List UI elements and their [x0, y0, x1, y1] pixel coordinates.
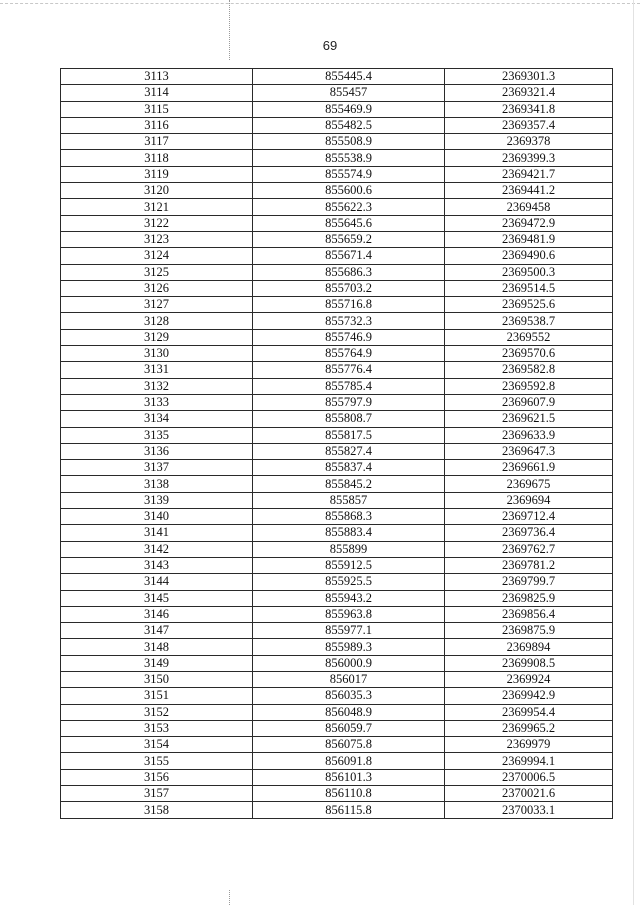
- point-number-cell: 3150: [61, 671, 253, 687]
- y-coordinate-cell: 2369500.3: [445, 264, 613, 280]
- table-row: [61, 476, 613, 492]
- crop-mark-bottom: [229, 890, 230, 905]
- x-coordinate-cell: 855671.4: [253, 248, 445, 264]
- x-coordinate-cell: 856000.9: [253, 655, 445, 671]
- point-number-cell: 3156: [61, 769, 253, 785]
- table-row: [61, 264, 613, 280]
- x-coordinate-cell: 855785.4: [253, 378, 445, 394]
- x-coordinate-cell: 855977.1: [253, 623, 445, 639]
- table-row: [61, 639, 613, 655]
- x-coordinate-cell: 855827.4: [253, 443, 445, 459]
- table-row: [61, 720, 613, 736]
- y-coordinate-cell: 2369301.3: [445, 69, 613, 85]
- x-coordinate-cell: 855963.8: [253, 606, 445, 622]
- y-coordinate-cell: 2369607.9: [445, 394, 613, 410]
- table-row: [61, 590, 613, 606]
- table-row: [61, 297, 613, 313]
- point-number-cell: 3146: [61, 606, 253, 622]
- table-row: [61, 541, 613, 557]
- point-number-cell: 3122: [61, 215, 253, 231]
- point-number-cell: 3125: [61, 264, 253, 280]
- y-coordinate-cell: 2369942.9: [445, 688, 613, 704]
- table-row: [61, 769, 613, 785]
- point-number-cell: 3143: [61, 557, 253, 573]
- coordinate-table-body: [61, 69, 613, 819]
- table-row: [61, 231, 613, 247]
- x-coordinate-cell: 855925.5: [253, 574, 445, 590]
- table-row: [61, 492, 613, 508]
- y-coordinate-cell: 2369762.7: [445, 541, 613, 557]
- point-number-cell: 3132: [61, 378, 253, 394]
- table-row: [61, 101, 613, 117]
- table-row: [61, 85, 613, 101]
- point-number-cell: 3139: [61, 492, 253, 508]
- y-coordinate-cell: 2369736.4: [445, 525, 613, 541]
- x-coordinate-cell: 855837.4: [253, 460, 445, 476]
- x-coordinate-cell: 855764.9: [253, 346, 445, 362]
- point-number-cell: 3126: [61, 280, 253, 296]
- x-coordinate-cell: 855808.7: [253, 411, 445, 427]
- x-coordinate-cell: 855746.9: [253, 329, 445, 345]
- y-coordinate-cell: 2369321.4: [445, 85, 613, 101]
- y-coordinate-cell: 2369441.2: [445, 183, 613, 199]
- y-coordinate-cell: 2369954.4: [445, 704, 613, 720]
- x-coordinate-cell: 855574.9: [253, 166, 445, 182]
- x-coordinate-cell: 855732.3: [253, 313, 445, 329]
- x-coordinate-cell: 855622.3: [253, 199, 445, 215]
- table-row: [61, 606, 613, 622]
- y-coordinate-cell: 2369582.8: [445, 362, 613, 378]
- x-coordinate-cell: 855857: [253, 492, 445, 508]
- point-number-cell: 3145: [61, 590, 253, 606]
- y-coordinate-cell: 2369894: [445, 639, 613, 655]
- point-number-cell: 3142: [61, 541, 253, 557]
- y-coordinate-cell: 2369799.7: [445, 574, 613, 590]
- point-number-cell: 3158: [61, 802, 253, 818]
- x-coordinate-cell: 855989.3: [253, 639, 445, 655]
- table-row: [61, 362, 613, 378]
- table-row: [61, 525, 613, 541]
- x-coordinate-cell: 855600.6: [253, 183, 445, 199]
- x-coordinate-cell: 855716.8: [253, 297, 445, 313]
- y-coordinate-cell: 2370006.5: [445, 769, 613, 785]
- point-number-cell: 3151: [61, 688, 253, 704]
- y-coordinate-cell: 2369908.5: [445, 655, 613, 671]
- point-number-cell: 3155: [61, 753, 253, 769]
- y-coordinate-cell: 2369712.4: [445, 509, 613, 525]
- table-row: [61, 280, 613, 296]
- point-number-cell: 3113: [61, 69, 253, 85]
- x-coordinate-cell: 855845.2: [253, 476, 445, 492]
- x-coordinate-cell: 856048.9: [253, 704, 445, 720]
- table-row: [61, 786, 613, 802]
- table-row: [61, 378, 613, 394]
- x-coordinate-cell: 855943.2: [253, 590, 445, 606]
- x-coordinate-cell: 855469.9: [253, 101, 445, 117]
- table-row: [61, 623, 613, 639]
- y-coordinate-cell: 2369694: [445, 492, 613, 508]
- point-number-cell: 3124: [61, 248, 253, 264]
- y-coordinate-cell: 2369825.9: [445, 590, 613, 606]
- table-row: [61, 737, 613, 753]
- scan-edge-top: [0, 3, 640, 4]
- y-coordinate-cell: 2369378: [445, 134, 613, 150]
- table-row: [61, 183, 613, 199]
- y-coordinate-cell: 2369357.4: [445, 117, 613, 133]
- point-number-cell: 3116: [61, 117, 253, 133]
- x-coordinate-cell: 856115.8: [253, 802, 445, 818]
- point-number-cell: 3144: [61, 574, 253, 590]
- table-row: [61, 704, 613, 720]
- y-coordinate-cell: 2369965.2: [445, 720, 613, 736]
- y-coordinate-cell: 2369481.9: [445, 231, 613, 247]
- table-row: [61, 166, 613, 182]
- point-number-cell: 3117: [61, 134, 253, 150]
- table-row: [61, 199, 613, 215]
- y-coordinate-cell: 2369875.9: [445, 623, 613, 639]
- x-coordinate-cell: 856075.8: [253, 737, 445, 753]
- y-coordinate-cell: 2369633.9: [445, 427, 613, 443]
- y-coordinate-cell: 2369979: [445, 737, 613, 753]
- point-number-cell: 3153: [61, 720, 253, 736]
- x-coordinate-cell: 856035.3: [253, 688, 445, 704]
- table-row: [61, 411, 613, 427]
- point-number-cell: 3118: [61, 150, 253, 166]
- point-number-cell: 3121: [61, 199, 253, 215]
- table-row: [61, 248, 613, 264]
- y-coordinate-cell: 2369514.5: [445, 280, 613, 296]
- table-row: [61, 655, 613, 671]
- y-coordinate-cell: 2369538.7: [445, 313, 613, 329]
- point-number-cell: 3114: [61, 85, 253, 101]
- table-row: [61, 329, 613, 345]
- page-number: 69: [322, 38, 338, 53]
- y-coordinate-cell: 2369472.9: [445, 215, 613, 231]
- table-row: [61, 443, 613, 459]
- table-row: [61, 313, 613, 329]
- y-coordinate-cell: 2369994.1: [445, 753, 613, 769]
- x-coordinate-cell: 855776.4: [253, 362, 445, 378]
- crop-mark-top: [229, 0, 230, 60]
- table-row: [61, 557, 613, 573]
- point-number-cell: 3141: [61, 525, 253, 541]
- y-coordinate-cell: 2370033.1: [445, 802, 613, 818]
- table-row: [61, 69, 613, 85]
- table-row: [61, 346, 613, 362]
- table-row: [61, 753, 613, 769]
- point-number-cell: 3149: [61, 655, 253, 671]
- y-coordinate-cell: 2369341.8: [445, 101, 613, 117]
- y-coordinate-cell: 2369525.6: [445, 297, 613, 313]
- y-coordinate-cell: 2369675: [445, 476, 613, 492]
- table-row: [61, 671, 613, 687]
- point-number-cell: 3133: [61, 394, 253, 410]
- x-coordinate-cell: 856059.7: [253, 720, 445, 736]
- y-coordinate-cell: 2369570.6: [445, 346, 613, 362]
- point-number-cell: 3128: [61, 313, 253, 329]
- x-coordinate-cell: 855817.5: [253, 427, 445, 443]
- point-number-cell: 3130: [61, 346, 253, 362]
- table-row: [61, 688, 613, 704]
- point-number-cell: 3137: [61, 460, 253, 476]
- table-row: [61, 427, 613, 443]
- table-row: [61, 215, 613, 231]
- y-coordinate-cell: 2369592.8: [445, 378, 613, 394]
- table-row: [61, 150, 613, 166]
- point-number-cell: 3134: [61, 411, 253, 427]
- y-coordinate-cell: 2369781.2: [445, 557, 613, 573]
- y-coordinate-cell: 2369856.4: [445, 606, 613, 622]
- y-coordinate-cell: 2369552: [445, 329, 613, 345]
- y-coordinate-cell: 2369647.3: [445, 443, 613, 459]
- x-coordinate-cell: 855645.6: [253, 215, 445, 231]
- point-number-cell: 3140: [61, 509, 253, 525]
- table-row: [61, 460, 613, 476]
- y-coordinate-cell: 2369924: [445, 671, 613, 687]
- x-coordinate-cell: 856017: [253, 671, 445, 687]
- table-row: [61, 134, 613, 150]
- table-row: [61, 117, 613, 133]
- y-coordinate-cell: 2369421.7: [445, 166, 613, 182]
- x-coordinate-cell: 855703.2: [253, 280, 445, 296]
- point-number-cell: 3157: [61, 786, 253, 802]
- y-coordinate-cell: 2369621.5: [445, 411, 613, 427]
- y-coordinate-cell: 2370021.6: [445, 786, 613, 802]
- point-number-cell: 3136: [61, 443, 253, 459]
- x-coordinate-cell: 855659.2: [253, 231, 445, 247]
- x-coordinate-cell: 855508.9: [253, 134, 445, 150]
- y-coordinate-cell: 2369490.6: [445, 248, 613, 264]
- point-number-cell: 3123: [61, 231, 253, 247]
- x-coordinate-cell: 856101.3: [253, 769, 445, 785]
- point-number-cell: 3119: [61, 166, 253, 182]
- y-coordinate-cell: 2369661.9: [445, 460, 613, 476]
- point-number-cell: 3115: [61, 101, 253, 117]
- point-number-cell: 3154: [61, 737, 253, 753]
- x-coordinate-cell: 855538.9: [253, 150, 445, 166]
- x-coordinate-cell: 855899: [253, 541, 445, 557]
- table-row: [61, 394, 613, 410]
- scan-edge-right: [633, 0, 634, 905]
- table-row: [61, 509, 613, 525]
- point-number-cell: 3138: [61, 476, 253, 492]
- point-number-cell: 3147: [61, 623, 253, 639]
- table-row: [61, 574, 613, 590]
- point-number-cell: 3127: [61, 297, 253, 313]
- x-coordinate-cell: 855457: [253, 85, 445, 101]
- x-coordinate-cell: 855482.5: [253, 117, 445, 133]
- point-number-cell: 3135: [61, 427, 253, 443]
- x-coordinate-cell: 856091.8: [253, 753, 445, 769]
- y-coordinate-cell: 2369399.3: [445, 150, 613, 166]
- point-number-cell: 3129: [61, 329, 253, 345]
- point-number-cell: 3131: [61, 362, 253, 378]
- x-coordinate-cell: 855912.5: [253, 557, 445, 573]
- y-coordinate-cell: 2369458: [445, 199, 613, 215]
- x-coordinate-cell: 855686.3: [253, 264, 445, 280]
- table-row: [61, 802, 613, 818]
- point-number-cell: 3152: [61, 704, 253, 720]
- x-coordinate-cell: 855883.4: [253, 525, 445, 541]
- point-number-cell: 3148: [61, 639, 253, 655]
- x-coordinate-cell: 855445.4: [253, 69, 445, 85]
- x-coordinate-cell: 856110.8: [253, 786, 445, 802]
- x-coordinate-cell: 855797.9: [253, 394, 445, 410]
- coordinate-table: [60, 68, 613, 819]
- point-number-cell: 3120: [61, 183, 253, 199]
- x-coordinate-cell: 855868.3: [253, 509, 445, 525]
